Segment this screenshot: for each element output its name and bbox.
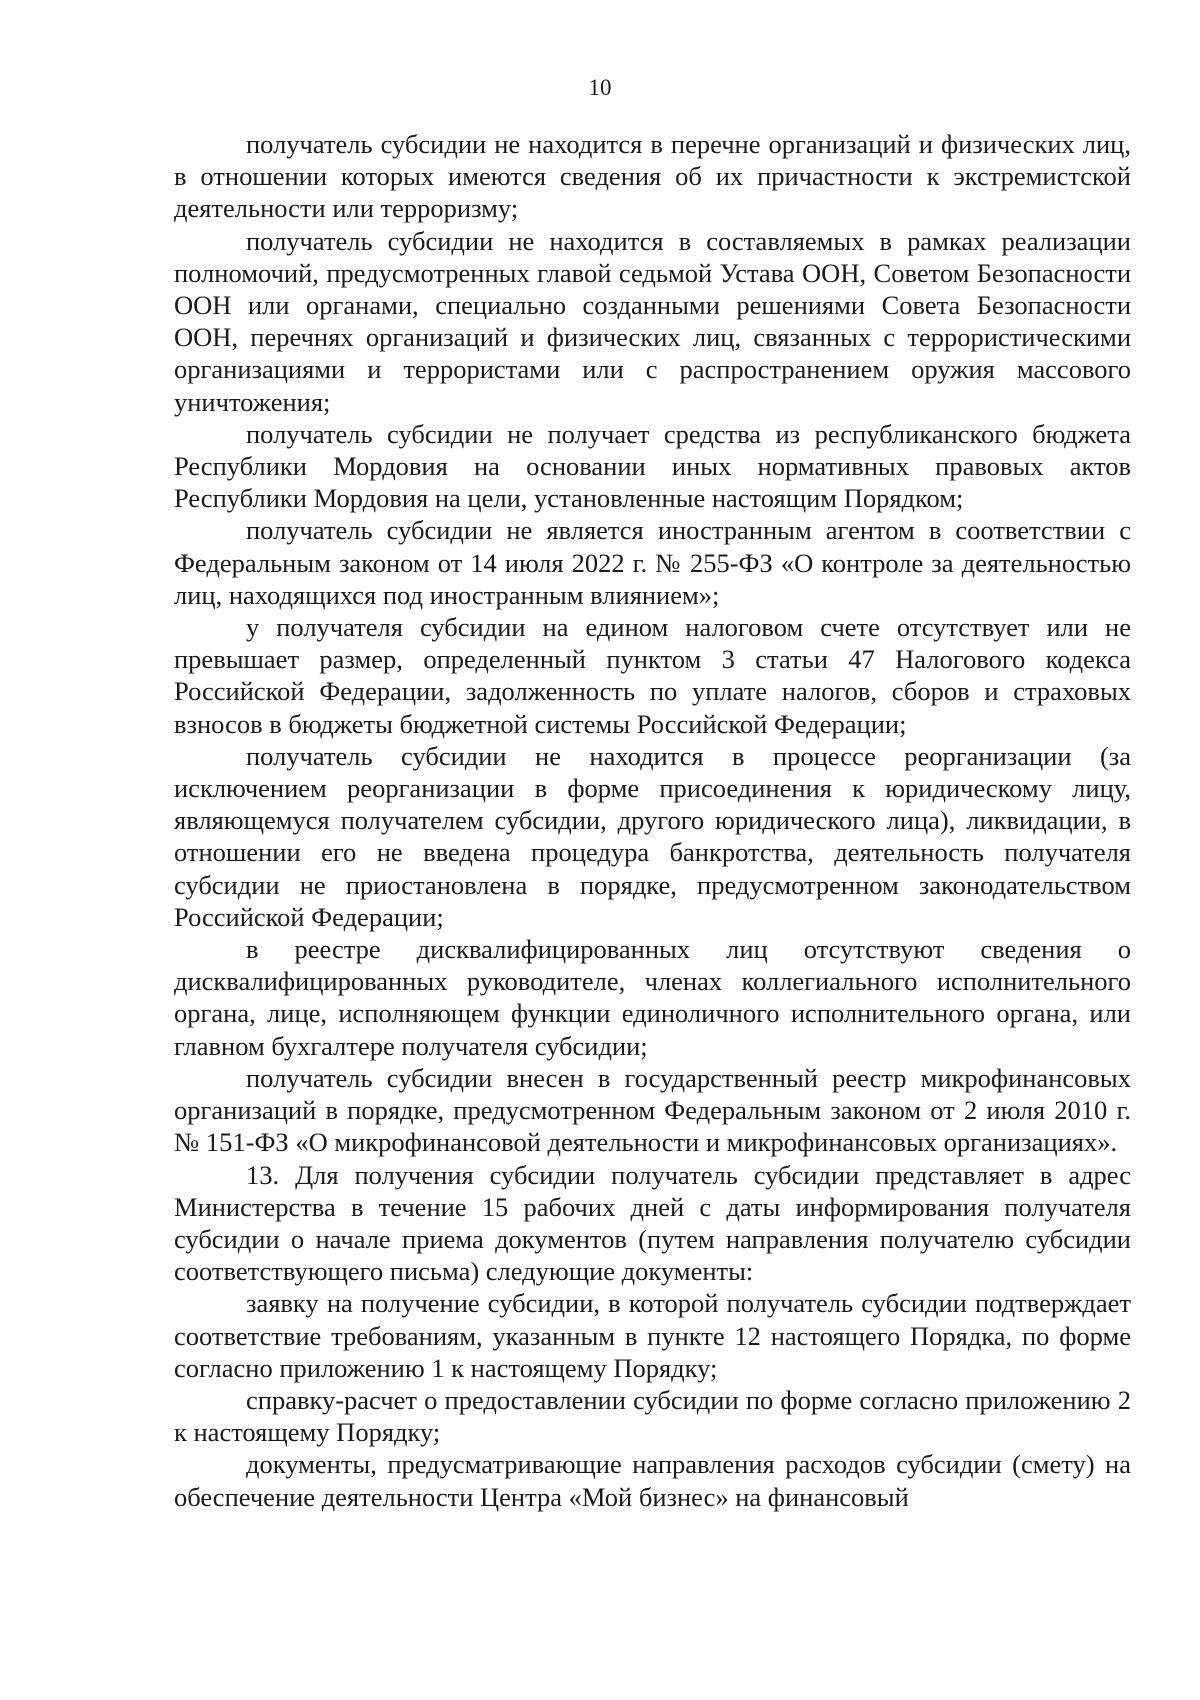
document-body — [174, 128, 1131, 1513]
paragraph-calculation-certificate: справку-расчет о предоставлении субсидии по форме согласно приложению 2 к настоящему Порядку; — [174, 1384, 1131, 1448]
paragraph-no-other-budget-funds: получатель субсидии не получает средства из республиканского бюджета Республики Мордовия на основании иных нормативных правовых актов Республики Мордовия на цели, установленные настоящим Порядком; — [174, 418, 1131, 514]
paragraph-not-foreign-agent: получатель субсидии не является иностранным агентом в соответствии с Федеральным законом от 14 июля 2022 г. № 255-ФЗ «О контроле за деятельностью лиц, находящихся под иностранным влиянием»; — [174, 515, 1131, 610]
paragraph-disqualified-persons: в реестре дисквалифицированных лиц отсутствуют сведения о дисквалифицированных руководителе, членах коллегиального исполнительного органа, лице, исполняющем функции единоличного исполнительного органа, или главном бухгалтере получателя субсидии; — [174, 934, 1131, 1061]
paragraph-expense-documents: документы, предусматривающие направления расходов субсидии (смету) на обеспечение деятельности Центра «Мой бизнес» на финансовый — [174, 1449, 1131, 1512]
paragraph-application: заявку на получение субсидии, в которой получатель субсидии подтверждает соответствие требованиям, указанным в пункте 12 настоящего Порядка, по форме согласно приложению 1 к настоящему Порядку; — [174, 1288, 1131, 1383]
paragraph-microfinance-registry: получатель субсидии внесен в государственный реестр микрофинансовых организаций в порядке, предусмотренном Федеральным законом от 2 июля 2010 г. № 151-ФЗ «О микрофинансовой деятельности и микрофинансовых организациях». — [174, 1062, 1131, 1158]
paragraph-reorganization-bankruptcy: получатель субсидии не находится в процессе реорганизации (за исключением реорганизации в форме присоединения к юридическому лицу, являющемуся получателем субсидии, другого юридического лица), ликвидации, в отношении его не введена процедура банкротства, деятельность получателя субсидии не приостановлена в порядке, предусмотренном законодательством Российской Федерации; — [174, 740, 1131, 932]
page-number: 10 — [588, 75, 612, 100]
paragraph-extremism-list: получатель субсидии не находится в перечне организаций и физических лиц, в отношении которых имеются сведения об их причастности к экстремистской деятельности или терроризму; — [174, 129, 1131, 224]
paragraph-tax-debt: у получателя субсидии на едином налоговом счете отсутствует или не превышает размер, определенный пунктом 3 статьи 47 Налогового кодекса Российской Федерации, задолженность по уплате налогов, сборов и страховых взносов в бюджеты бюджетной системы Российской Федерации; — [174, 612, 1131, 739]
paragraph-section-13: 13. Для получения субсидии получатель субсидии представляет в адрес Министерства в течение 15 рабочих дней с даты информирования получателя субсидии о начале приема документов (путем направления получателю субсидии соответствующего письма) следующие документы: — [174, 1159, 1131, 1287]
paragraph-un-security-council-lists: получатель субсидии не находится в составляемых в рамках реализации полномочий, предусмотренных главой седьмой Устава ООН, Советом Безопасности ООН или органами, специально созданными решениями Совета Безопасности ООН, перечнях организаций и физических лиц, связанных с террористическими организациями и террористами или с распространением оружия массового уничтожения; — [174, 225, 1131, 417]
